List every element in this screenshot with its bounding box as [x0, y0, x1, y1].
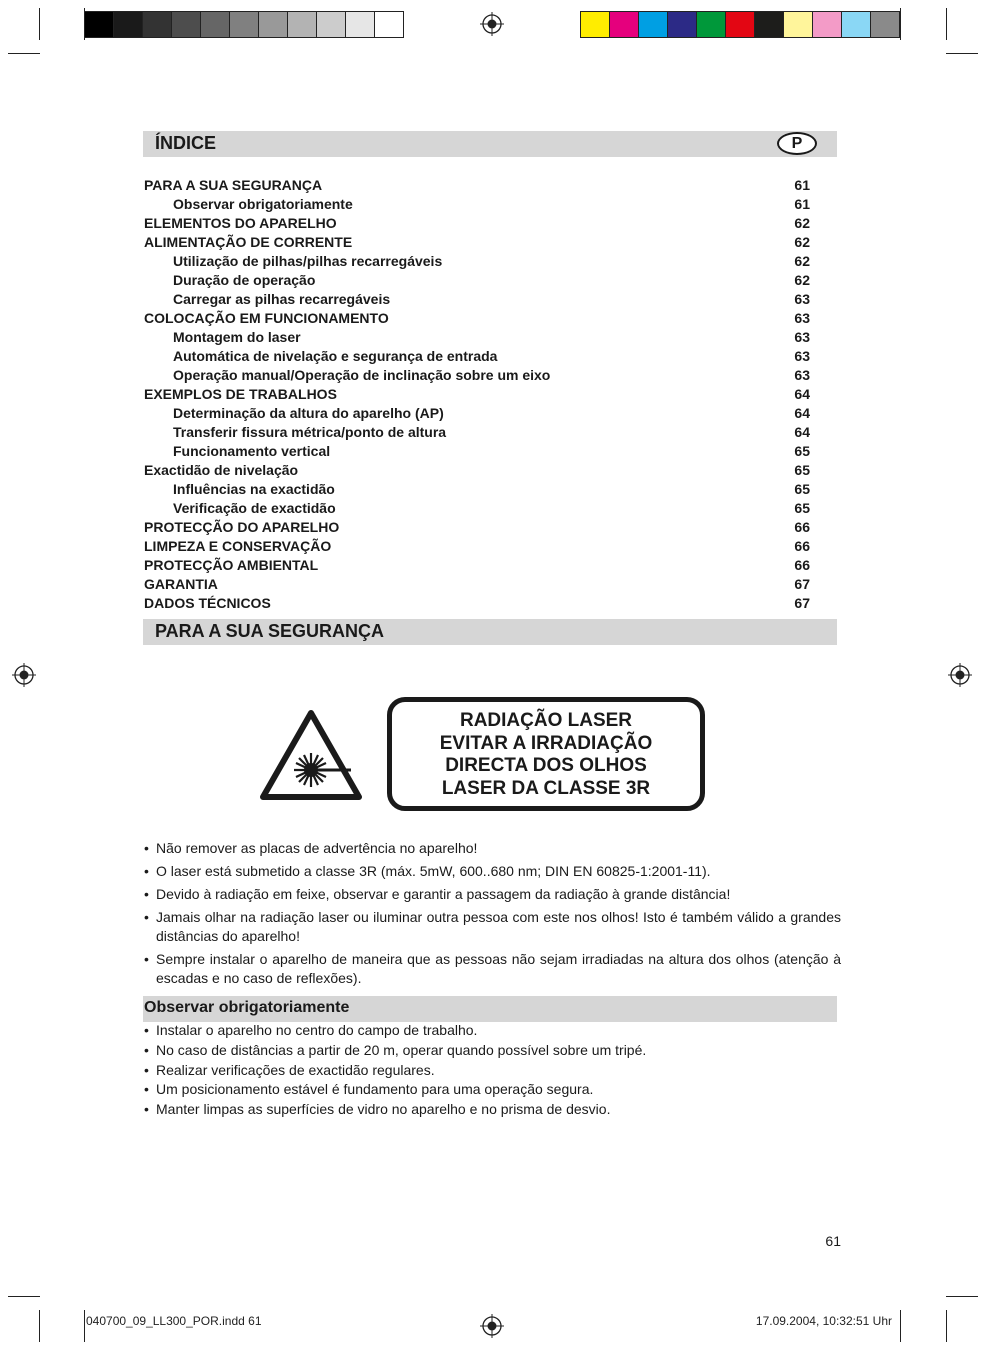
toc-entry-label: DADOS TÉCNICOS — [144, 595, 271, 611]
toc-entry-label: Verificação de exactidão — [173, 500, 336, 516]
toc-entry[interactable] — [144, 594, 810, 613]
laser-warning-icon — [259, 709, 363, 801]
color-swatch — [345, 11, 375, 38]
toc-entry-page: 64 — [794, 386, 810, 402]
color-swatch — [229, 11, 259, 38]
registration-mark-icon — [480, 1314, 504, 1338]
toc-entry-label: COLOCAÇÃO EM FUNCIONAMENTO — [144, 310, 389, 326]
toc-entry-label: PARA A SUA SEGURANÇA — [144, 177, 323, 193]
toc-entry-label: GARANTIA — [144, 576, 218, 592]
toc-entry[interactable] — [144, 195, 810, 214]
toc-entry[interactable] — [144, 404, 810, 423]
safety-title: PARA A SUA SEGURANÇA — [155, 621, 385, 641]
toc-entry[interactable] — [144, 423, 810, 442]
color-swatch — [84, 11, 114, 38]
toc-entry[interactable] — [144, 461, 810, 480]
color-swatch — [258, 11, 288, 38]
toc-entry-label: Duração de operação — [173, 272, 316, 288]
toc-entry-page: 67 — [794, 576, 810, 592]
color-swatch — [783, 11, 813, 38]
toc-entry-page: 63 — [794, 367, 810, 383]
toc-entry[interactable] — [144, 328, 810, 347]
toc-entry[interactable] — [144, 252, 810, 271]
toc-entry[interactable] — [144, 309, 810, 328]
list-item: • No caso de distâncias a partir de 20 m, operar quando possível sobre um tripé. — [144, 1041, 841, 1061]
page-number: 61 — [825, 1233, 841, 1249]
toc-entry[interactable] — [144, 233, 810, 252]
list-item: • O laser está submetido a classe 3R (máx. 5mW, 600..680 nm; DIN EN 60825-1:2001-11). — [144, 862, 841, 881]
toc-entry-label: EXEMPLOS DE TRABALHOS — [144, 386, 337, 402]
toc-entry-page: 65 — [794, 500, 810, 516]
toc-entry-label: Carregar as pilhas recarregáveis — [173, 291, 391, 307]
color-swatch — [171, 11, 201, 38]
warning-line: RADIAÇÃO LASER — [459, 710, 633, 731]
color-swatch — [870, 11, 900, 38]
toc-entry-page: 63 — [794, 329, 810, 345]
registration-mark-icon — [480, 12, 504, 36]
toc-entry[interactable] — [144, 556, 810, 575]
color-swatch — [725, 11, 755, 38]
toc-entry-page: 62 — [794, 253, 810, 269]
toc-entry-page: 62 — [794, 272, 810, 288]
toc-entry-label: Transferir fissura métrica/ponto de altura — [173, 424, 447, 440]
toc-entry-label: Observar obrigatoriamente — [173, 196, 353, 212]
toc-entry-label: Influências na exactidão — [173, 481, 335, 497]
color-swatch — [374, 11, 404, 38]
list-item: • Instalar o aparelho no centro do campo de trabalho. — [144, 1021, 841, 1041]
warning-line: LASER DA CLASSE 3R — [441, 777, 651, 799]
warning-line: DIRECTA DOS OLHOS — [445, 755, 647, 776]
toc-entry-page: 64 — [794, 405, 810, 421]
color-swatch — [667, 11, 697, 38]
toc-entry-page: 65 — [794, 462, 810, 478]
list-item: • Realizar verificações de exactidão regulares. — [144, 1061, 841, 1081]
toc-entry[interactable] — [144, 385, 810, 404]
toc-entry[interactable] — [144, 442, 810, 461]
color-swatch — [287, 11, 317, 38]
color-swatch — [609, 11, 639, 38]
toc-entry[interactable] — [144, 499, 810, 518]
toc-entry-page: 63 — [794, 348, 810, 364]
toc-entry-page: 61 — [794, 177, 810, 193]
toc-entry-page: 65 — [794, 443, 810, 459]
list-item: • Sempre instalar o aparelho de maneira que as pessoas não sejam irradiadas na altura dos olhos (atenção à escadas e no caso de reflexões). — [144, 950, 841, 988]
toc-entry-label: Exactidão de nivelação — [144, 462, 299, 478]
toc-entry[interactable] — [144, 366, 810, 385]
toc-entry-page: 63 — [794, 291, 810, 307]
toc-entry-label: Montagem do laser — [173, 329, 301, 345]
color-swatch — [638, 11, 668, 38]
toc-entry[interactable] — [144, 480, 810, 499]
color-swatch — [841, 11, 871, 38]
toc-entry-page: 66 — [794, 557, 810, 573]
table-of-contents — [144, 176, 810, 613]
list-item: • Manter limpas as superfícies de vidro no aparelho e no prisma de desvio. — [144, 1100, 841, 1120]
toc-entry-page: 61 — [794, 196, 810, 212]
language-badge: P — [777, 132, 817, 155]
color-swatch — [113, 11, 143, 38]
toc-entry-label: Utilização de pilhas/pilhas recarregáveis — [173, 253, 443, 269]
toc-entry-page: 62 — [794, 234, 810, 250]
list-item: • Jamais olhar na radiação laser ou iluminar outra pessoa com este nos olhos! Isto é também válido a grandes distâncias do aparelho! — [144, 908, 841, 946]
color-swatch — [812, 11, 842, 38]
toc-entry-page: 65 — [794, 481, 810, 497]
registration-mark-icon — [948, 663, 972, 687]
toc-entry-page: 64 — [794, 424, 810, 440]
observe-bullet-list — [144, 1021, 841, 1120]
toc-entry-page: 67 — [794, 595, 810, 611]
toc-entry[interactable] — [144, 347, 810, 366]
toc-entry[interactable] — [144, 518, 810, 537]
toc-entry-page: 62 — [794, 215, 810, 231]
toc-entry-label: Operação manual/Operação de inclinação sobre um eixo — [173, 367, 551, 383]
color-swatch — [142, 11, 172, 38]
toc-entry[interactable] — [144, 214, 810, 233]
safety-header — [143, 619, 840, 645]
color-swatch — [754, 11, 784, 38]
toc-entry[interactable] — [144, 575, 810, 594]
list-item: • Devido à radiação em feixe, observar e garantir a passagem da radiação à grande distância! — [144, 885, 841, 904]
toc-entry-label: LIMPEZA E CONSERVAÇÃO — [144, 538, 332, 554]
toc-entry-label: PROTECÇÃO DO APARELHO — [144, 519, 340, 535]
toc-entry-label: Determinação da altura do aparelho (AP) — [173, 405, 444, 421]
registration-mark-icon — [12, 663, 36, 687]
toc-entry-page: 66 — [794, 538, 810, 554]
laser-warning-label — [387, 697, 705, 811]
list-item: • Não remover as placas de advertência no aparelho! — [144, 839, 841, 858]
toc-entry-label: PROTECÇÃO AMBIENTAL — [144, 557, 319, 573]
index-title: ÍNDICE — [155, 133, 217, 153]
footer-timestamp: 17.09.2004, 10:32:51 Uhr — [755, 1314, 892, 1328]
color-swatch — [200, 11, 230, 38]
toc-entry[interactable] — [144, 290, 810, 309]
toc-entry-label: ELEMENTOS DO APARELHO — [144, 215, 337, 231]
observe-header — [143, 996, 840, 1022]
toc-entry-label: Funcionamento vertical — [173, 443, 331, 459]
toc-entry-page: 63 — [794, 310, 810, 326]
footer-filename: 040700_09_LL300_POR.indd 61 — [86, 1314, 262, 1328]
list-item: • Um posicionamento estável é fundamento para uma operação segura. — [144, 1080, 841, 1100]
toc-entry[interactable] — [144, 537, 810, 556]
toc-entry-label: Automática de nivelação e segurança de entrada — [173, 348, 498, 364]
toc-entry-page: 66 — [794, 519, 810, 535]
toc-entry-label: ALIMENTAÇÃO DE CORRENTE — [144, 234, 353, 250]
observe-title: Observar obrigatoriamente — [144, 999, 350, 1016]
toc-entry[interactable] — [144, 176, 810, 195]
warning-line: EVITAR A IRRADIAÇÃO — [439, 732, 653, 754]
color-swatch — [316, 11, 346, 38]
toc-entry[interactable] — [144, 271, 810, 290]
index-header — [143, 131, 840, 157]
color-swatch — [580, 11, 610, 38]
safety-bullet-list — [144, 839, 841, 988]
color-swatch — [696, 11, 726, 38]
